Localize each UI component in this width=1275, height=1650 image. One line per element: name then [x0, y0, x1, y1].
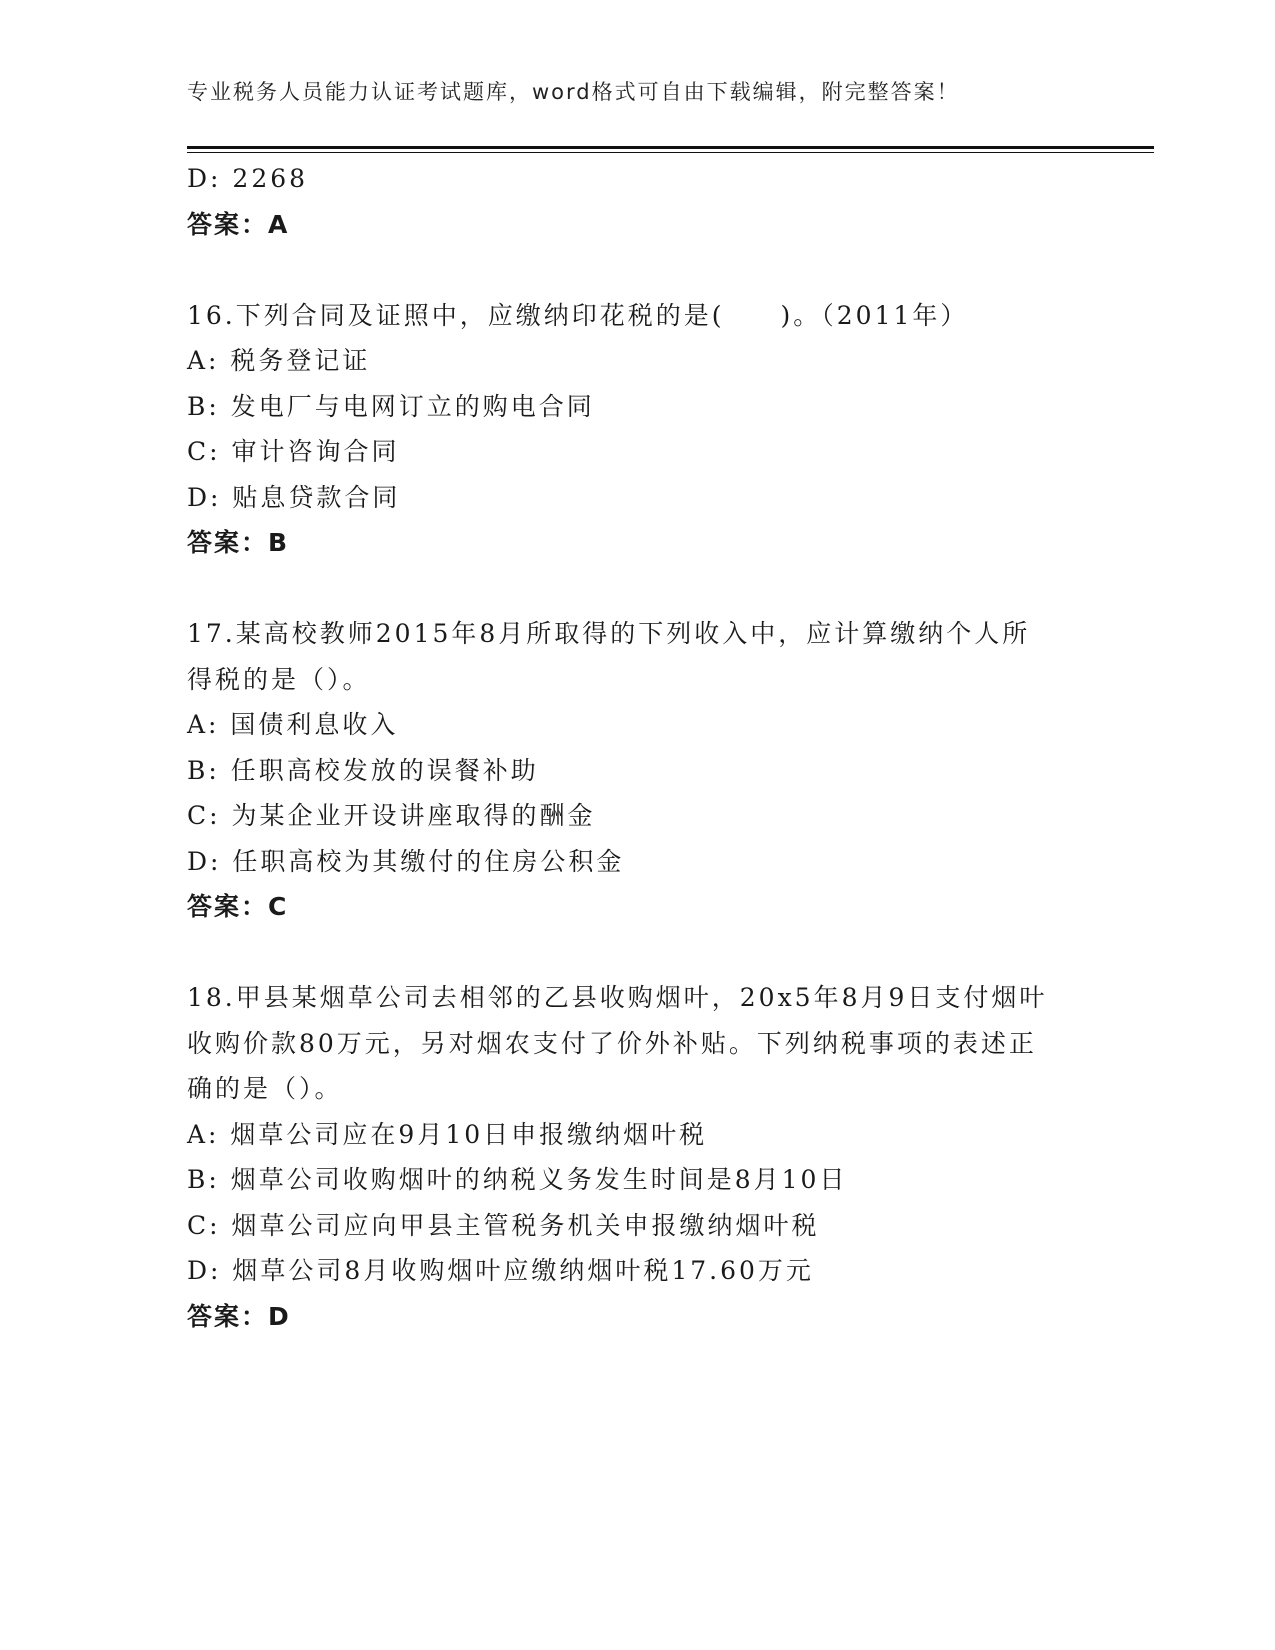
option-b: B: 发电厂与电网订立的购电合同	[187, 391, 595, 421]
question-stem-line: 17.某高校教师2015年8月所取得的下列收入中，应计算缴纳个人所	[187, 619, 1031, 648]
question-18	[187, 975, 1087, 1339]
option-a: A: 烟草公司应在9月10日申报缴纳烟叶税	[187, 1119, 708, 1149]
question-content	[187, 156, 1087, 1339]
option-d: D: 任职高校为其缴付的住房公积金	[187, 846, 625, 876]
answer: 答案：C	[187, 892, 289, 921]
header-divider-thin	[187, 152, 1154, 153]
option-b: B: 任职高校发放的误餐补助	[187, 755, 539, 785]
answer: 答案：B	[187, 528, 290, 557]
question-17	[187, 611, 1087, 930]
option-b: B: 烟草公司收购烟叶的纳税义务发生时间是8月10日	[187, 1165, 848, 1194]
prev-answer: 答案：A	[187, 209, 290, 239]
option-d: D: 贴息贷款合同	[187, 482, 401, 512]
answer: 答案：D	[187, 1301, 291, 1331]
option-c: C: 为某企业开设讲座取得的酬金	[187, 801, 596, 830]
header-divider-thick	[187, 146, 1154, 149]
question-stem: 16.下列合同及证照中，应缴纳印花税的是( )。（2011年）	[187, 300, 969, 330]
option-d: D: 烟草公司8月收购烟叶应缴纳烟叶税17.60万元	[187, 1256, 814, 1285]
spacer	[187, 566, 1087, 612]
option-a: A: 税务登记证	[187, 346, 371, 375]
question-stem-line: 18.甲县某烟草公司去相邻的乙县收购烟叶，20x5年8月9日支付烟叶	[187, 983, 1048, 1012]
option-a: A: 国债利息收入	[187, 710, 399, 739]
spacer	[187, 930, 1087, 976]
question-stem-line: 收购价款80万元，另对烟农支付了价外补贴。下列纳税事项的表述正	[187, 1028, 1037, 1058]
option-c: C: 烟草公司应向甲县主管税务机关申报缴纳烟叶税	[187, 1210, 820, 1240]
spacer	[187, 247, 1087, 293]
prev-option-d: D: 2268	[187, 164, 309, 193]
option-c: C: 审计咨询合同	[187, 437, 400, 466]
question-stem-line: 确的是（）。	[187, 1074, 343, 1103]
question-16	[187, 293, 1087, 566]
question-stem-line: 得税的是（）。	[187, 664, 371, 694]
page-header: 专业税务人员能力认证考试题库，word格式可自由下载编辑，附完整答案！	[187, 80, 960, 104]
